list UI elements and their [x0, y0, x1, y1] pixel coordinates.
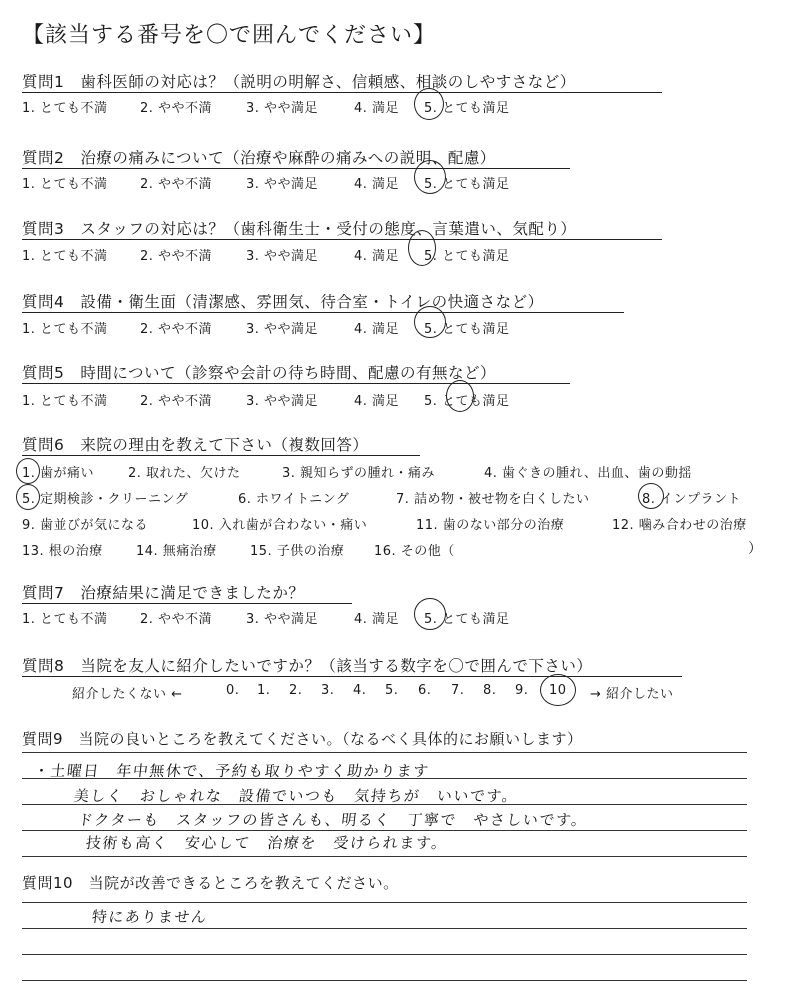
q8-scale-2[interactable]: 2.	[289, 683, 303, 698]
q4-option-5[interactable]: 5. とても満足	[424, 322, 510, 337]
q5-selection-circle	[446, 380, 474, 412]
q3-option-1[interactable]: 1. とても不満	[22, 249, 108, 264]
q8-scale-1[interactable]: 1.	[257, 683, 271, 698]
q9-answer-rule-5	[22, 856, 747, 857]
q8-scale-3[interactable]: 3.	[321, 683, 335, 698]
q8-scale-10[interactable]: 10	[549, 683, 567, 698]
q9-answer-rule-4	[22, 830, 747, 831]
q6-selection-circle-5	[16, 484, 40, 510]
q5-option-2[interactable]: 2. やや不満	[140, 394, 213, 409]
q6-option-9[interactable]: 9. 歯並びが気になる	[22, 518, 149, 533]
q7-option-3[interactable]: 3. やや満足	[246, 612, 319, 627]
q2-option-2[interactable]: 2. やや不満	[140, 177, 213, 192]
q6-option-8[interactable]: 8. インプラント	[642, 492, 742, 507]
q2-option-3[interactable]: 3. やや満足	[246, 177, 319, 192]
q9-answer-line-2: 美しく おしゃれな 設備でいつも 気持ちが いいです。	[73, 787, 520, 805]
question-5-label: 質問5 時間について（診察や会計の待ち時間、配慮の有無など）	[22, 364, 497, 382]
question-4-underline	[22, 312, 624, 313]
q6-option-11[interactable]: 11. 歯のない部分の治療	[416, 518, 565, 533]
question-1-label: 質問1 歯科医師の対応は？（説明の明解さ、信頼感、相談のしやすさなど）	[22, 73, 576, 91]
q7-selection-circle	[414, 598, 446, 630]
q6-option-1[interactable]: 1. 歯が痛い	[22, 466, 95, 481]
q2-option-4[interactable]: 4. 満足	[354, 177, 400, 192]
q3-option-4[interactable]: 4. 満足	[354, 249, 400, 264]
q6-option-16[interactable]: 16. その他（	[374, 544, 455, 559]
q3-option-2[interactable]: 2. やや不満	[140, 249, 213, 264]
q8-scale-8[interactable]: 8.	[483, 683, 497, 698]
question-6-underline	[22, 455, 420, 456]
question-3-underline	[22, 239, 662, 240]
q9-answer-rule-1	[22, 752, 747, 753]
q8-scale-5[interactable]: 5.	[385, 683, 399, 698]
q8-scale-9[interactable]: 9.	[515, 683, 529, 698]
question-2-underline	[22, 168, 570, 169]
q2-option-1[interactable]: 1. とても不満	[22, 177, 108, 192]
q6-other-close-paren: ）	[748, 541, 763, 557]
question-4-label: 質問4 設備・衛生面（清潔感、雰囲気、待合室・トイレの快適さなど）	[22, 293, 544, 311]
q7-option-4[interactable]: 4. 満足	[354, 612, 400, 627]
q9-answer-line-1: ・土曜日 年中無休で、予約も取りやすく助かります	[33, 762, 431, 780]
q2-selection-circle	[414, 160, 446, 194]
q6-option-3[interactable]: 3. 親知らずの腫れ・痛み	[282, 466, 436, 481]
q6-option-14[interactable]: 14. 無痛治療	[136, 544, 217, 559]
question-8-underline	[22, 676, 682, 677]
q6-selection-circle-1	[16, 458, 40, 484]
q8-right-label: → 紹介したい	[590, 687, 674, 702]
q8-selection-circle	[540, 674, 576, 706]
q1-option-3[interactable]: 3. やや満足	[246, 101, 319, 116]
q4-selection-circle	[414, 306, 446, 338]
q4-option-4[interactable]: 4. 満足	[354, 322, 400, 337]
q6-option-7[interactable]: 7. 詰め物・被せ物を白くしたい	[396, 492, 590, 507]
q6-option-10[interactable]: 10. 入れ歯が合わない・痛い	[192, 518, 368, 533]
q8-scale-4[interactable]: 4.	[353, 683, 367, 698]
question-9-label: 質問9 当院の良いところを教えてください。（なるべく具体的にお願いします）	[22, 730, 583, 748]
q3-selection-circle	[408, 230, 436, 266]
question-8-label: 質問8 当院を友人に紹介したいですか？（該当する数字を〇で囲んで下さい）	[22, 657, 593, 675]
q6-option-13[interactable]: 13. 根の治療	[22, 544, 103, 559]
q3-option-5[interactable]: 5. とても満足	[424, 249, 510, 264]
q7-option-1[interactable]: 1. とても不満	[22, 612, 108, 627]
q7-option-2[interactable]: 2. やや不満	[140, 612, 213, 627]
question-7-label: 質問7 治療結果に満足できましたか？	[22, 584, 305, 602]
q5-option-5[interactable]: 5. とても満足	[424, 394, 510, 409]
q1-option-5[interactable]: 5. とても満足	[424, 101, 510, 116]
q8-scale-6[interactable]: 6.	[418, 683, 432, 698]
q6-option-6[interactable]: 6. ホワイトニング	[238, 492, 350, 507]
q4-option-1[interactable]: 1. とても不満	[22, 322, 108, 337]
q1-selection-circle	[414, 88, 444, 120]
q10-answer-rule-1	[22, 902, 747, 903]
q10-answer-rule-4	[22, 980, 747, 981]
question-3-label: 質問3 スタッフの対応は？（歯科衛生士・受付の態度、言葉遣い、気配り）	[22, 220, 577, 238]
q6-option-15[interactable]: 15. 子供の治療	[250, 544, 345, 559]
q6-option-12[interactable]: 12. 噛み合わせの治療	[612, 518, 747, 533]
q5-option-4[interactable]: 4. 満足	[354, 394, 400, 409]
question-1-underline	[22, 92, 662, 93]
q6-option-2[interactable]: 2. 取れた、欠けた	[128, 466, 241, 481]
q2-option-5[interactable]: 5. とても満足	[424, 177, 510, 192]
q4-option-3[interactable]: 3. やや満足	[246, 322, 319, 337]
q1-option-2[interactable]: 2. やや不満	[140, 101, 213, 116]
q1-option-4[interactable]: 4. 満足	[354, 101, 400, 116]
q1-option-1[interactable]: 1. とても不満	[22, 101, 108, 116]
page-title: 【該当する番号を〇で囲んでください】	[22, 23, 437, 48]
q10-answer-line-1: 特にありません	[91, 908, 209, 926]
q3-option-3[interactable]: 3. やや満足	[246, 249, 319, 264]
q10-answer-rule-3	[22, 954, 747, 955]
q9-answer-line-4: 技術も高く 安心して 治療を 受けられます。	[85, 834, 449, 852]
q6-option-5[interactable]: 5. 定期検診・クリーニング	[22, 492, 189, 507]
q4-option-2[interactable]: 2. やや不満	[140, 322, 213, 337]
q8-scale-0[interactable]: 0.	[226, 683, 240, 698]
question-6-label: 質問6 来院の理由を教えて下さい（複数回答）	[22, 436, 369, 454]
q7-option-5[interactable]: 5. とても満足	[424, 612, 510, 627]
q10-answer-rule-2	[22, 928, 747, 929]
q8-left-label: 紹介したくない ←	[72, 687, 183, 702]
q8-scale-7[interactable]: 7.	[451, 683, 465, 698]
question-5-underline	[22, 383, 570, 384]
question-10-label: 質問10 当院が改善できるところを教えてください。	[22, 874, 399, 892]
q5-option-3[interactable]: 3. やや満足	[246, 394, 319, 409]
q6-selection-circle-8	[638, 483, 664, 509]
q9-answer-line-3: ドクターも スタッフの皆さんも、明るく 丁寧で やさしいです。	[77, 811, 589, 829]
question-7-underline	[22, 603, 352, 604]
q6-option-4[interactable]: 4. 歯ぐきの腫れ、出血、歯の動揺	[484, 466, 692, 481]
q5-option-1[interactable]: 1. とても不満	[22, 394, 108, 409]
question-2-label: 質問2 治療の痛みについて（治療や麻酔の痛みへの説明、配慮）	[22, 149, 496, 167]
